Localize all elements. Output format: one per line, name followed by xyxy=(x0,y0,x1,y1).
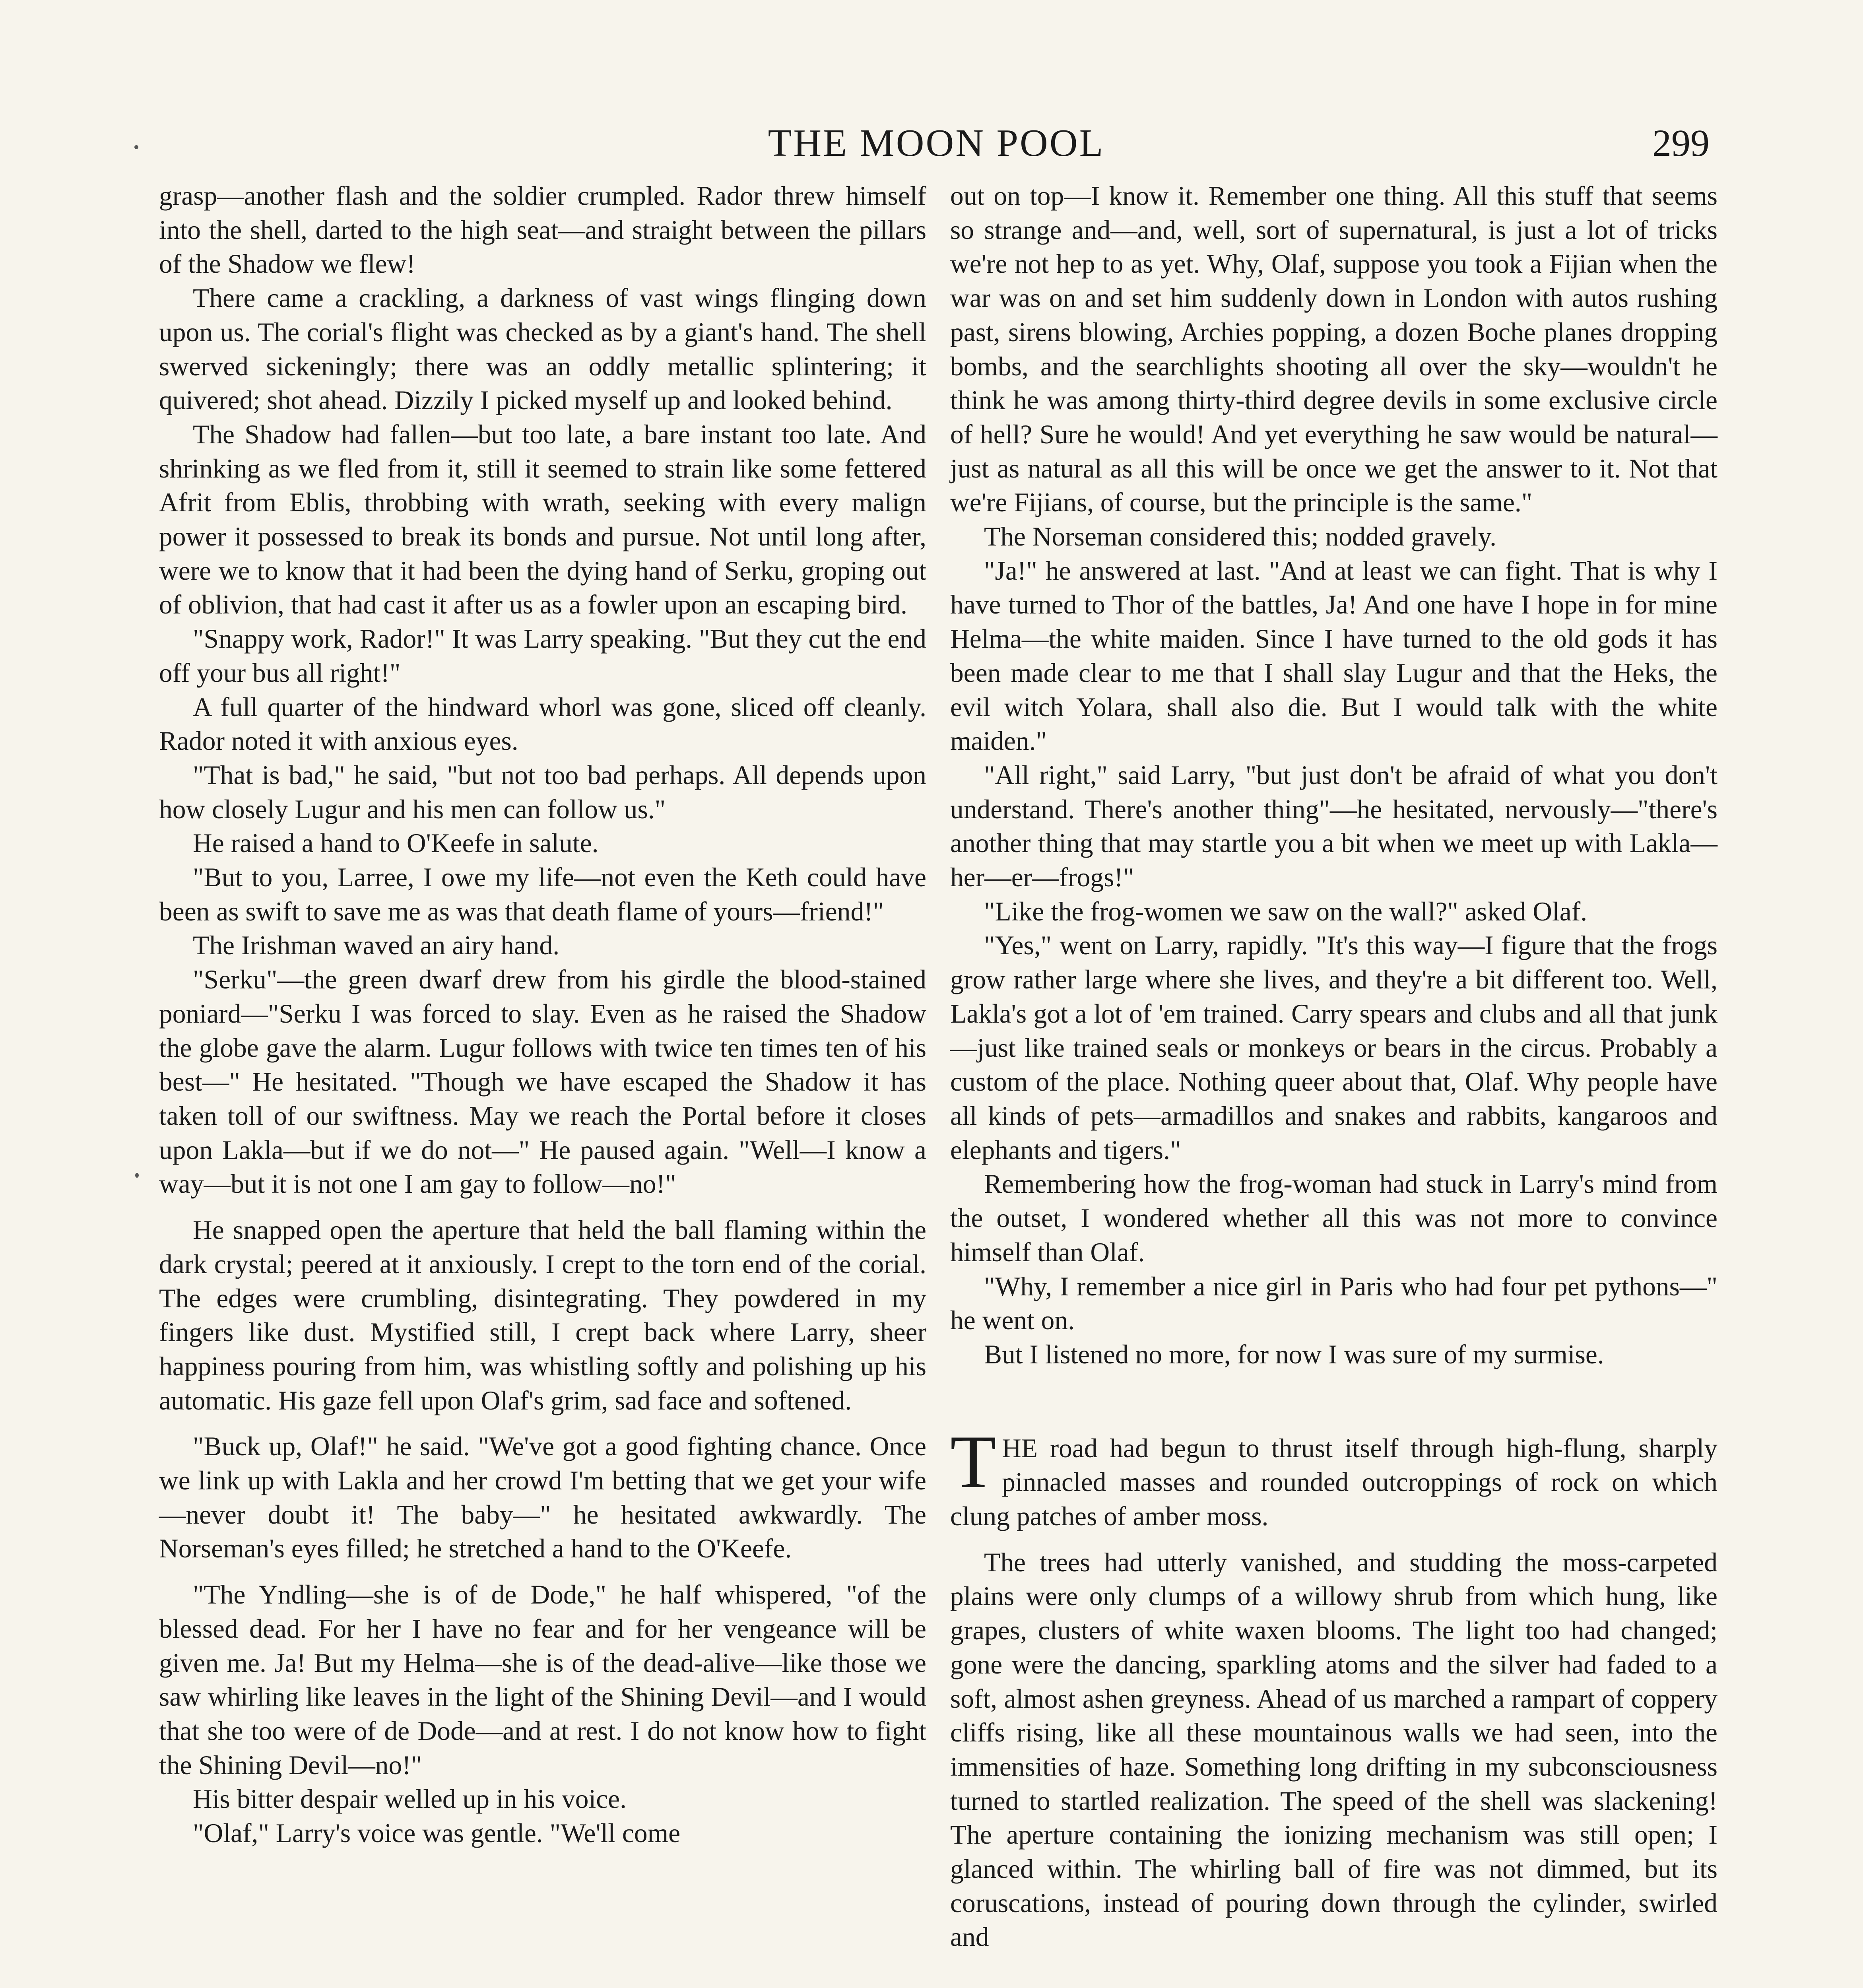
page-number: 299 xyxy=(1652,122,1710,164)
paragraph: "The Yndling—she is of de Dode," he half whispered, "of the blessed dead. For her I have no fear and for her vengeance will be given me. Ja! But my Helma—she is of the dead-alive—like those we saw whirling like leaves in the light of the Shining Devil—and I would that she too were of de Dode—and at rest. I do not know how to fight the Shining Devil—no!" xyxy=(159,1580,926,1780)
paragraph: "Olaf," Larry's voice was gentle. "We'll come xyxy=(193,1818,681,1848)
paragraph: "Like the frog-women we saw on the wall?" asked Olaf. xyxy=(984,896,1587,926)
paragraph: He snapped open the aperture that held the ball flaming within the dark crystal; peered at it anxiously. I crept to the torn end of the corial. The edges were crumbling, disintegrating. They powdered in my fingers like dust. Mystified still, I crept back where Larry, sheer happiness pouring from him, was whistling softly and polishing up his automatic. His gaze fell upon Olaf's grim, sad face and softened. xyxy=(159,1215,926,1415)
paragraph: "But to you, Larree, I owe my life—not even the Keth could have been as swift to save me as was that death flame of yours—friend!" xyxy=(159,862,926,926)
paragraph: The Norseman considered this; nodded gravely. xyxy=(984,522,1496,552)
page-header xyxy=(155,119,1717,179)
paragraph: "All right," said Larry, "but just don't be afraid of what you don't understand. There's another thing"—he hesitated, nervously—"there's another thing that may startle you a bit when we meet up with Lakla—her—er—frogs!" xyxy=(950,760,1717,893)
paragraph: grasp—another flash and the soldier crumpled. Rador threw himself into the shell, darted to the high seat—and straight between the pillars of the Shadow we flew! xyxy=(159,181,926,279)
section-opening-paragraph xyxy=(950,1420,1717,1534)
paragraph: His bitter despair welled up in his voice. xyxy=(193,1784,627,1814)
right-column xyxy=(950,179,1717,1954)
paragraph: "Snappy work, Rador!" It was Larry speaking. "But they cut the end off your bus all right!" xyxy=(159,624,926,688)
paragraph: The Irishman waved an airy hand. xyxy=(193,930,560,961)
drop-cap: T xyxy=(950,1420,997,1504)
paragraph: A full quarter of the hindward whorl was gone, sliced off cleanly. Rador noted it with anxious eyes. xyxy=(159,692,926,756)
paragraph: "Buck up, Olaf!" he said. "We've got a good fighting chance. Once we link up with Lakla and her crowd I'm betting that we get your wife—never doubt it! The baby—" he hesitated awkwardly. The Norseman's eyes filled; he stretched a hand to the O'Keefe. xyxy=(159,1431,926,1564)
paragraph: There came a crackling, a darkness of vast wings flinging down upon us. The corial's flight was checked as by a giant's hand. The shell swerved sickeningly; there was an oddly metallic splintering; it quivered; shot ahead. Dizzily I picked myself up and looked behind. xyxy=(159,283,926,415)
paragraph: Remembering how the frog-woman had stuck in Larry's mind from the outset, I wondered whether all this was not more to convince himself than Olaf. xyxy=(950,1169,1717,1267)
running-title: THE MOON POOL xyxy=(768,122,1105,165)
paragraph: The Shadow had fallen—but too late, a bare instant too late. And shrinking as we fled from it, still it seemed to strain like some fettered Afrit from Eblis, throbbing with wrath, seeking with every malign power it possessed to break its bonds and pursue. Not until long after, were we to know that it had been the dying hand of Serku, groping out of oblivion, that had cast it after us as a fowler upon an escaping bird. xyxy=(159,419,926,620)
paragraph: "Why, I remember a nice girl in Paris who had four pet pythons—" he went on. xyxy=(950,1271,1717,1336)
paragraph: "Yes," went on Larry, rapidly. "It's this way—I figure that the frogs grow rather large where she lives, and they're a bit different too. Well, Lakla's got a lot of 'em trained. Carry spears and clubs and all that junk—just like trained seals or monkeys or bears in the circus. Probably a custom of the place. Nothing queer about that, Olaf. Why people have all kinds of pets—armadillos and snakes and rabbits, kangaroos and elephants and tigers." xyxy=(950,930,1717,1165)
paragraph: "Ja!" he answered at last. "And at least we can fight. That is why I have turned to Thor of the battles, Ja! And one have I hope in for mine Helma—the white maiden. Since I have turned to the old gods it has been made clear to me that I shall slay Lugur and that the Heks, the evil witch Yolara, shall also die. But I would talk with the white maiden." xyxy=(950,555,1717,756)
paragraph: He raised a hand to O'Keefe in salute. xyxy=(193,828,599,858)
paragraph: "That is bad," he said, "but not too bad perhaps. All depends upon how closely Lugur and his men can follow us." xyxy=(159,760,926,824)
paragraph: "Serku"—the green dwarf drew from his girdle the blood-stained poniard—"Serku I was forced to slay. Even as he raised the Shadow the globe gave the alarm. Lugur follows with twice ten times ten of his best—" He hesitated. "Though we have escaped the Shadow it has taken toll of our swiftness. May we reach the Portal before it closes upon Lakla—but if we do not—" He paused again. "Well—I know a way—but it is not one I am gay to follow—no!" xyxy=(159,965,926,1199)
left-column xyxy=(159,179,926,1850)
paragraph: The trees had utterly vanished, and studding the moss-carpeted plains were only clumps of a willowy shrub from which hung, like grapes, clusters of white waxen blooms. The light too had changed; gone were the dancing, sparkling atoms and the silver had faded to a soft, almost ashen greyness. Ahead of us marched a rampart of coppery cliffs rising, like all these mountainous walls we had seen, into the immensities of haze. Something long drifting in my subconsciousness turned to startled realization. The speed of the shell was slackening! The aperture containing the ionizing mechanism was still open; I glanced within. The whirling ball of fire was not dimmed, but its coruscations, instead of pouring down through the cylinder, swirled and xyxy=(950,1547,1717,1952)
opening-text: HE road had begun to thrust itself through high-flung, sharply pinnacled masses and rounded outcroppings of rock on which clung patches of amber moss. xyxy=(950,1433,1717,1532)
paragraph: out on top—I know it. Remember one thing. All this stuff that seems so strange and—and, well, sort of supernatural, is just a lot of tricks we're not hep to as yet. Why, Olaf, suppose you took a Fijian when the war was on and set him suddenly down in London with autos rushing past, sirens blowing, Archies popping, a dozen Boche planes dropping bombs, and the searchlights shooting all over the sky—wouldn't he think he was among thirty-third degree devils in some exclusive circle of hell? Sure he would! And yet everything he saw would be natural—just as natural as all this will be once we get the answer to it. Not that we're Fijians, of course, but the principle is the same." xyxy=(950,181,1717,518)
section-break xyxy=(950,1372,1717,1431)
paragraph: But I listened no more, for now I was sure of my surmise. xyxy=(984,1339,1604,1369)
